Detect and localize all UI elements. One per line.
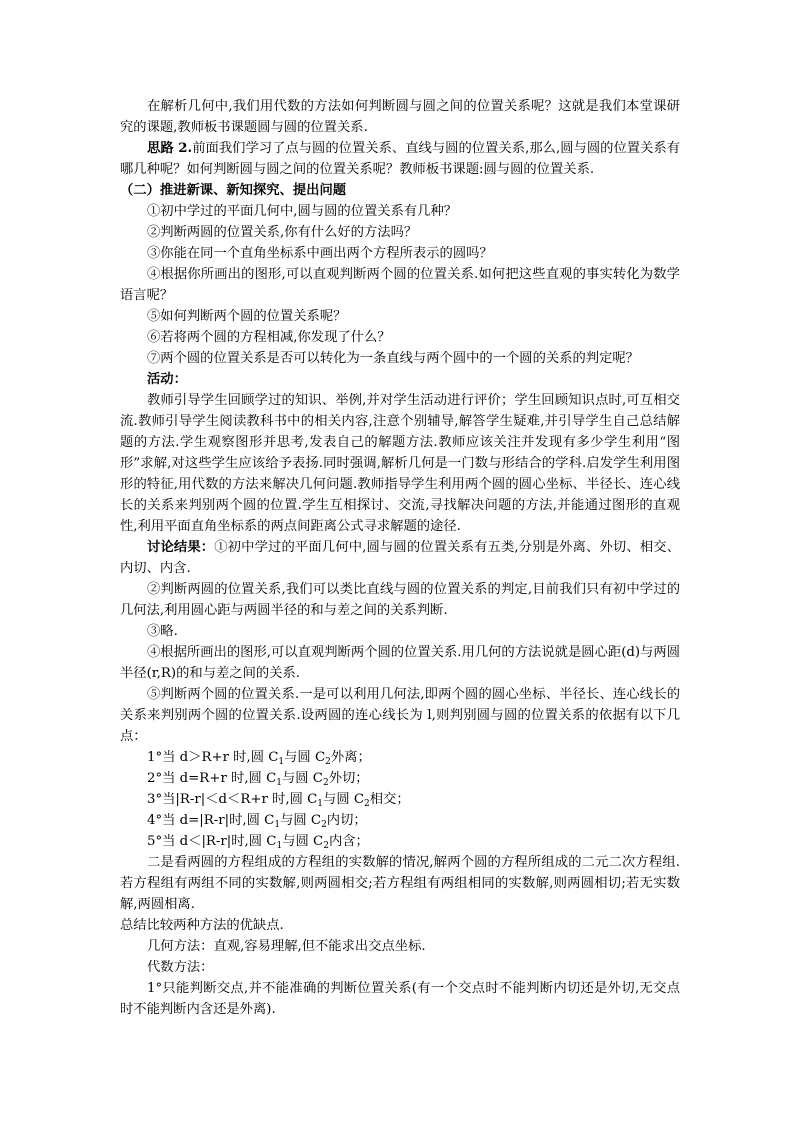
algebraic-method-label: 代数方法：	[147, 960, 214, 975]
case-3: 3°当|R-r|＜d＜R+r 时,圆 $C_1$与圆 $C_2$相交；	[147, 792, 410, 809]
discussion-paragraph-4: ④根据所画出的图形,可以直观判断两个圆的位置关系.用几何的方法说就是圆心距(d)与两圆半径(r,R)的和与差之间的关系.	[120, 645, 680, 681]
question-2: ②判断两圆的位置关系,你有什么好的方法吗？	[147, 225, 418, 240]
case-2: 2°当 d=R+r 时,圆 $C_1$与圆 $C_2$外切；	[147, 771, 369, 788]
route2-label: 思路 2.	[147, 141, 193, 156]
discussion-label: 讨论结果：	[147, 540, 215, 555]
question-7: ⑦两个圆的位置关系是否可以转化为一条直线与两个圆中的一个圆的关系的判定呢？	[147, 351, 639, 366]
document-page	[120, 96, 680, 1020]
case-5: 5°当 d＜|R-r|时,圆 $C_1$与圆 $C_2$内含；	[147, 834, 369, 851]
case-4: 4°当 d=|R-r|时,圆 $C_1$与圆 $C_2$内切；	[147, 813, 367, 830]
route2-paragraph	[120, 138, 680, 180]
summary-line: 总结比较两种方法的优缺点.	[120, 918, 284, 933]
geometric-method: 几何方法：直观,容易理解,但不能求出交点坐标.	[147, 939, 426, 954]
question-1: ①初中学过的平面几何中,圆与圆的位置关系有几种？	[147, 204, 458, 219]
question-6: ⑥若将两个圆的方程相减,你发现了什么？	[147, 330, 391, 345]
case-1: 1°当 d＞R+r 时,圆 $C_1$与圆 $C_2$外离；	[147, 750, 371, 767]
discussion-paragraph-5: ⑤判断两个圆的位置关系.一是可以利用几何法,即两个圆的圆心坐标、半径长、连心线长的关系来判别两个圆的位置关系.设两圆的连心线长为 l,则判别圆与圆的位置关系的依据有以下几点：	[120, 687, 680, 744]
question-4: ④根据你所画出的图形,可以直观判断两个圆的位置关系.如何把这些直观的事实转化为数学语言呢？	[120, 267, 680, 303]
discussion-1-text: ①初中学过的平面几何中,圆与圆的位置关系有五类,分别是外离、外切、相交、内切、内含.	[120, 540, 681, 576]
section-heading: （二）推进新课、新知探究、提出问题	[120, 183, 347, 198]
question-3: ③你能在同一个直角坐标系中画出两个方程所表示的圆吗？	[147, 246, 493, 261]
discussion-paragraph-2: ②判断两圆的位置关系,我们可以类比直线与圆的位置关系的判定,目前我们只有初中学过的几何法,利用圆心距与两圆半径的和与差之间的关系判断.	[120, 582, 680, 618]
discussion-paragraph-1	[120, 537, 680, 579]
route2-text: 前面我们学习了点与圆的位置关系、直线与圆的位置关系,那么,圆与圆的位置关系有哪几种呢？如何判断圆与圆之间的位置关系呢？教师板书课题:圆与圆的位置关系.	[120, 141, 681, 177]
activity-paragraph: 教师引导学生回顾学过的知识、举例,并对学生活动进行评价；学生回顾知识点时,可互相交流.教师引导学生阅读教科书中的相关内容,注意个别辅导,解答学生疑难,并引导学生自己总结解题的方法.学生观察图形并思考,发表自己的解题方法.教师应该关注并发现有多少学生利用“图形”求解,对这些学生应该给予表扬.同时强调,解析几何是一门数与形结合的学科.启发学生利用图形的特征,用代数的方法来解决几何问题.教师指导学生利用两个圆的圆心坐标、半径长、连心线长的关系来判别两个圆的位置.学生互相探讨、交流,寻找解决问题的方法,并能通过图形的直观性,利用平面直角坐标系的两点间距离公式寻求解题的途径.	[120, 393, 680, 534]
question-5: ⑤如何判断两个圆的位置关系呢？	[147, 309, 347, 324]
algebraic-method-1: 1°只能判断交点,并不能准确的判断位置关系(有一个交点时不能判断内切还是外切,无交点时不能判断内含还是外离).	[120, 981, 680, 1017]
intro-paragraph: 在解析几何中,我们用代数的方法如何判断圆与圆之间的位置关系呢？这就是我们本堂课研究的课题,教师板书课题圆与圆的位置关系.	[120, 99, 680, 135]
activity-label: 活动：	[147, 372, 187, 387]
discussion-paragraph-3: ③略.	[147, 624, 178, 639]
second-method-paragraph: 二是看两圆的方程组成的方程组的实数解的情况,解两个圆的方程所组成的二元二次方程组.若方程组有两组不同的实数解,则两圆相交;若方程组有两组相同的实数解,则两圆相切;若无实数解,两圆相离.	[120, 855, 680, 912]
